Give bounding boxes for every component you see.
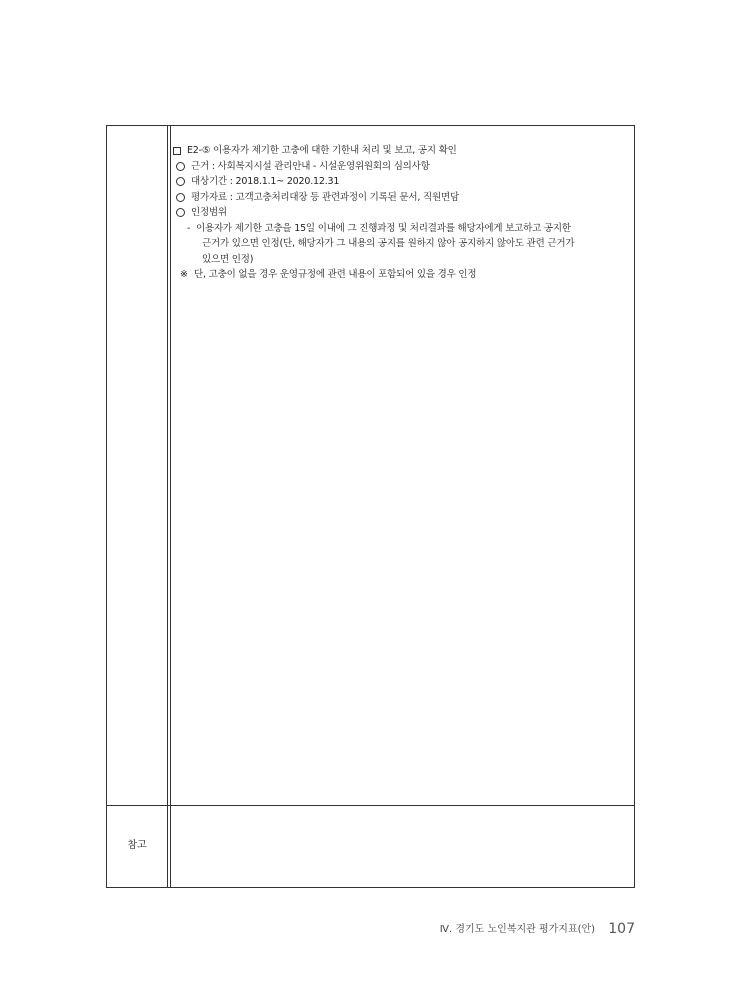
scope-heading-item: [173, 205, 628, 221]
circle-bullet-icon: [176, 193, 185, 202]
circle-bullet-icon: [176, 162, 185, 171]
reference-mark-icon: ※: [180, 269, 188, 280]
row-divider: [107, 805, 634, 806]
reference-label: 참고: [127, 840, 147, 851]
basis-item: [173, 159, 628, 175]
criteria-content: [173, 143, 628, 283]
page-number: 107: [608, 921, 635, 937]
criteria-title: [173, 143, 628, 159]
note-text: 단, 고충이 없을 경우 운영규정에 관련 내용이 포함되어 있을 경우 인정: [194, 269, 477, 280]
footer-title: Ⅳ. 경기도 노인복지관 평가지표(안): [439, 924, 596, 935]
scope-heading-text: 인정범위: [191, 207, 227, 218]
criteria-title-text: E2-⑤ 이용자가 제기한 고충에 대한 기한내 처리 및 보고, 공지 확인: [187, 145, 457, 156]
page-footer: [440, 920, 635, 937]
scope-item-text-line2: 근거가 있으면 인정(단, 해당자가 그 내용의 공지를 원하지 않아 공지하지 않아도 관련 근거가: [202, 238, 575, 249]
circle-bullet-icon: [176, 208, 185, 217]
scope-item-text-line1: 이용자가 제기한 고충을 15일 이내에 그 진행과정 및 처리결과를 해당자에게 보고하고 공지한: [196, 222, 571, 234]
evaluation-table: [106, 125, 635, 888]
dash-bullet: -: [187, 222, 191, 234]
circle-bullet-icon: [176, 177, 185, 186]
scope-item-text-line3: 있으면 인정): [202, 253, 254, 265]
note-item: [173, 267, 628, 283]
materials-text: 평가자료 : 고객고충처리대장 등 관련과정이 기록된 문서, 직원면담: [191, 191, 459, 203]
materials-item: [173, 190, 628, 206]
scope-item-continuation: [173, 236, 628, 252]
square-bullet-icon: [173, 147, 181, 155]
scope-item: [173, 221, 628, 237]
scope-item-continuation: [173, 252, 628, 268]
period-text: 대상기간 : 2018.1.1~ 2020.12.31: [191, 176, 340, 187]
column-divider: [167, 126, 168, 887]
column-divider-double: [170, 126, 171, 887]
period-item: [173, 174, 628, 190]
basis-text: 근거 : 사회복지시설 관리안내 - 시설운영위원회의 심의사항: [191, 160, 430, 172]
